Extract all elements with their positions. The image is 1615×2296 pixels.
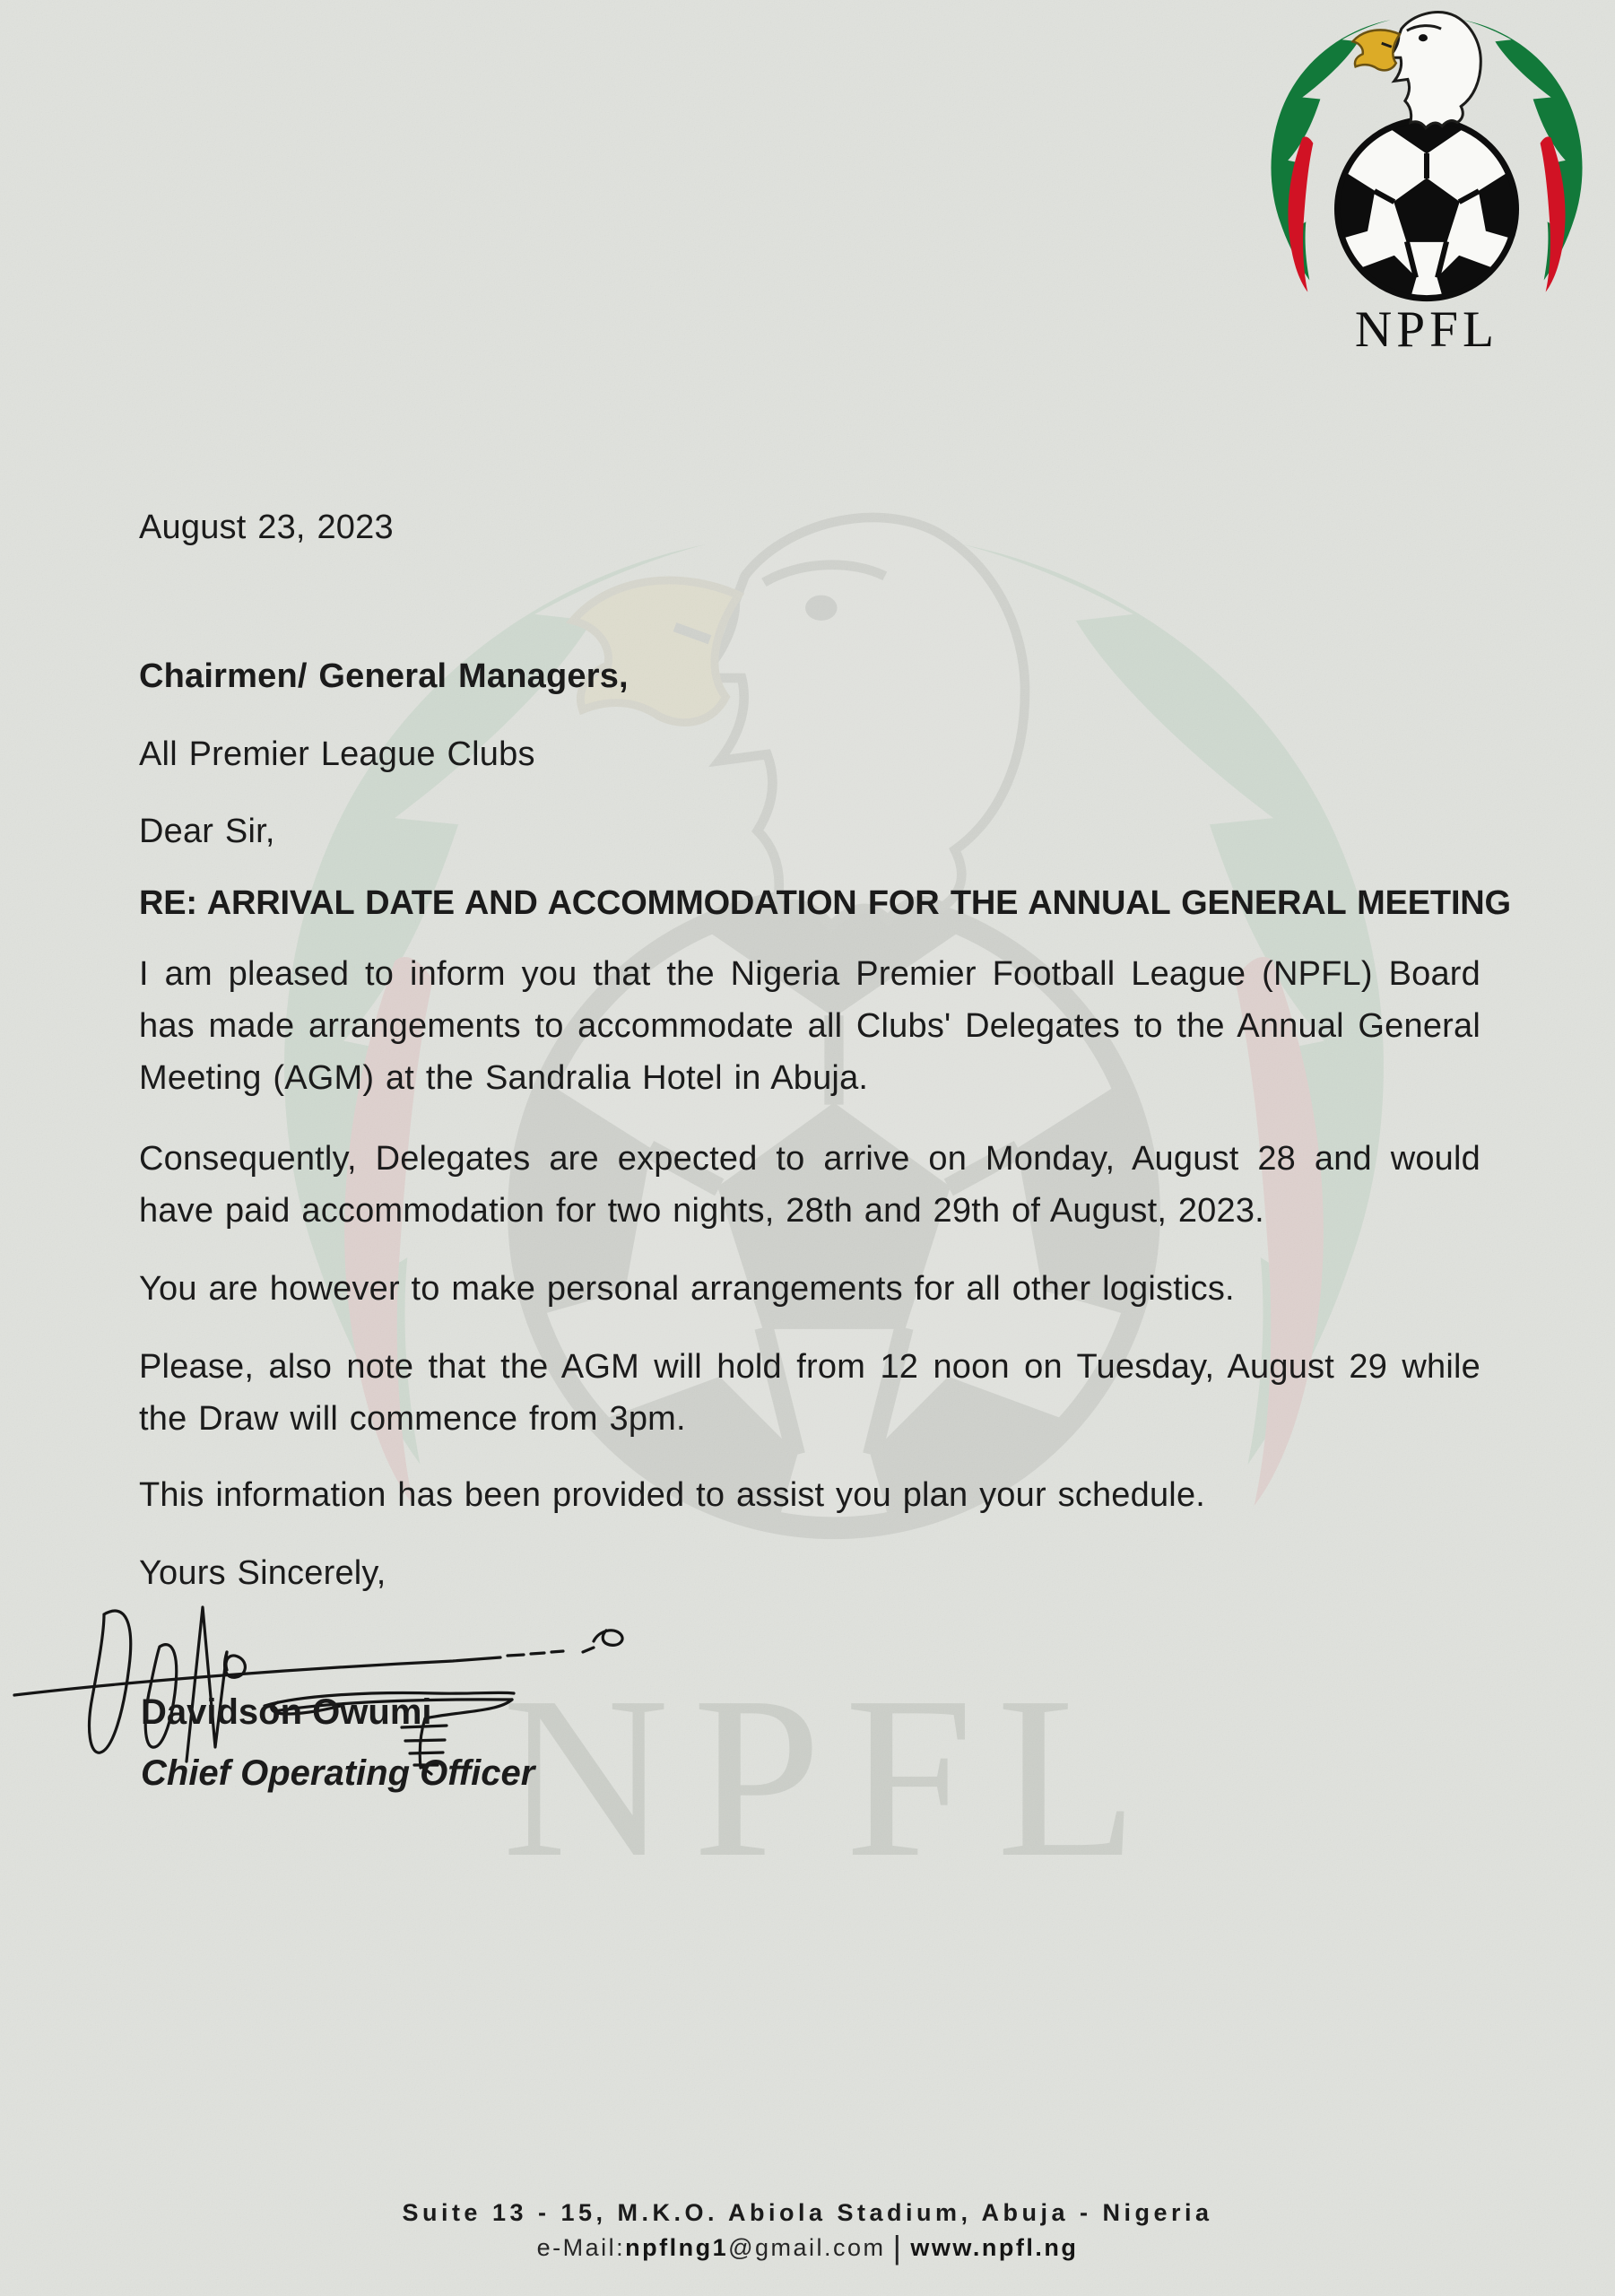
logo-acronym: NPFL <box>1354 300 1499 358</box>
npfl-logo <box>1246 5 1607 361</box>
body-paragraph: Please, also note that the AGM will hold from 12 noon on Tuesday, August 29 while the Draw will commence from 3pm. <box>139 1348 1480 1438</box>
footer-website: www.npfl.ng <box>910 2234 1079 2261</box>
body-paragraph: This information has been provided to assist you plan your schedule. <box>139 1476 1206 1514</box>
footer-email-domain: @gmail.com <box>728 2234 886 2261</box>
body-paragraph: I am pleased to inform you that the Nigeria Premier Football League (NPFL) Board has made arrangements to accommodate all Clubs' Delegates to the Annual General Meeting (AGM) at the Sandralia Hotel in Abuja. <box>139 955 1480 1097</box>
recipient-line-1: Chairmen/ General Managers, <box>139 657 629 695</box>
body-paragraph: Consequently, Delegates are expected to arrive on Monday, August 28 and would have paid accommodation for two nights, 28th and 29th of August, 2023. <box>139 1140 1480 1230</box>
footer-separator: | <box>892 2229 904 2266</box>
letter-date: August 23, 2023 <box>139 509 394 546</box>
salutation: Dear Sir, <box>139 813 275 850</box>
footer-email-label: e-Mail: <box>536 2234 626 2261</box>
footer-address: Suite 13 - 15, M.K.O. Abiola Stadium, Abuja - Nigeria <box>402 2199 1213 2226</box>
body-paragraph: You are however to make personal arrangements for all other logistics. <box>139 1270 1235 1308</box>
subject-line: RE: ARRIVAL DATE AND ACCOMMODATION FOR THE ANNUAL GENERAL MEETING <box>139 884 1511 922</box>
signatory-title: Chief Operating Officer <box>141 1753 535 1793</box>
signatory-name: Davidson Owumi <box>141 1692 432 1732</box>
closing: Yours Sincerely, <box>139 1554 386 1592</box>
recipient-line-2: All Premier League Clubs <box>139 735 535 773</box>
watermark-text: NPFL <box>502 1648 1161 1905</box>
footer-contact <box>0 2229 1615 2266</box>
footer-email-user: npflng1 <box>625 2234 729 2261</box>
